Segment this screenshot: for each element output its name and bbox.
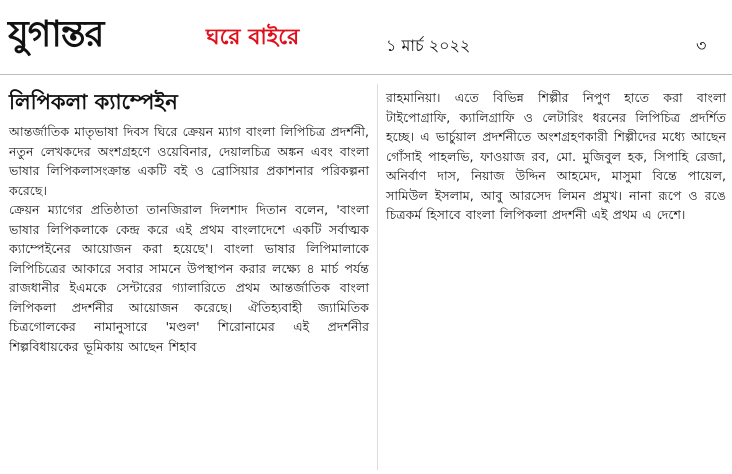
column-divider — [377, 84, 378, 470]
masthead-rule — [0, 74, 732, 75]
masthead — [0, 0, 732, 76]
page-number: ৩ — [696, 36, 707, 55]
issue-date: ১ মার্চ ২০২২ — [386, 36, 471, 55]
article-paragraph-1: আন্তর্জাতিক মাতৃভাষা দিবস ঘিরে ক্রেয়ন ম্যাগ বাংলা লিপিচিত্র প্রদর্শনী, নতুন লেখকদের অংশগ্রহণে ওয়েবিনার, দেয়ালচিত্র অঙ্কন এবং বাংলা ভাষার লিপিকলাসংক্রান্ত একটি বই ও ব্রোসিয়ার প্রকাশনার পরিকল্পনা করেছে। — [9, 124, 369, 198]
section-logo: ঘরে বাইরে — [206, 25, 300, 50]
article-paragraph-2: ক্রেয়ন ম্যাগের প্রতিষ্ঠাতা তানজিরাল দিলশাদ দিতান বলেন, 'বাংলা ভাষার লিপিকলাকে কেন্দ্র করে এই প্রথম বাংলাদেশে একটি সর্বাত্মক ক্যাম্পেইনের আয়োজন করা হয়েছে'। বাংলা ভাষার লিপিমালাকে লিপিচিত্রের আকারে সবার সামনে উপস্থাপন করার লক্ষ্যে ৪ মার্চ পর্যন্ত রাজধানীর ইএমকে সেন্টারের গ্যালারিতে প্রথম আন্তর্জাতিক বাংলা লিপিকলা প্রদর্শনীর আয়োজন করেছে। ঐতিহ্যবাহী জ্যামিতিক চিত্রগোলকের নামানুসারে 'মণ্ডল' শিরোনামের এই প্রদর্শনীর শিল্পবিধায়কের ভূমিকায় আছেন শিহাব — [9, 202, 369, 354]
article-column-left — [9, 88, 369, 356]
article-paragraph-3: রাহমানিয়া। এতে বিভিন্ন শিল্পীর নিপুণ হাতে করা বাংলা টাইপোগ্রাফি, ক্যালিগ্রাফি ও লেটারিং ধরনের লিপিচিত্র প্রদর্শিত হচ্ছে। এ ভার্চুয়াল প্রদর্শনীতে অংশগ্রহণকারী শিল্পীদের মধ্যে আছেন গোঁসাই পাহলভি, ফাওয়াজ রব, মো. মুজিবুল হক, সিপাহি রেজা, অনির্বাণ দাস, নিয়াজ উদ্দিন আহমেদ, মাসুমা বিন্তে পায়েল, সামিউল ইসলাম, আবু আরসেদ লিমন প্রমুখ। নানা রূপে ও রঙে চিত্রকর্ম হিসাবে বাংলা লিপিকলা প্রদর্শনী এই প্রথম এ দেশে। — [386, 90, 726, 222]
article-column-right — [386, 88, 726, 225]
article-headline: লিপিকলা ক্যাম্পেইন — [9, 90, 178, 114]
newspaper-logo: যুগান্তর — [8, 13, 104, 55]
